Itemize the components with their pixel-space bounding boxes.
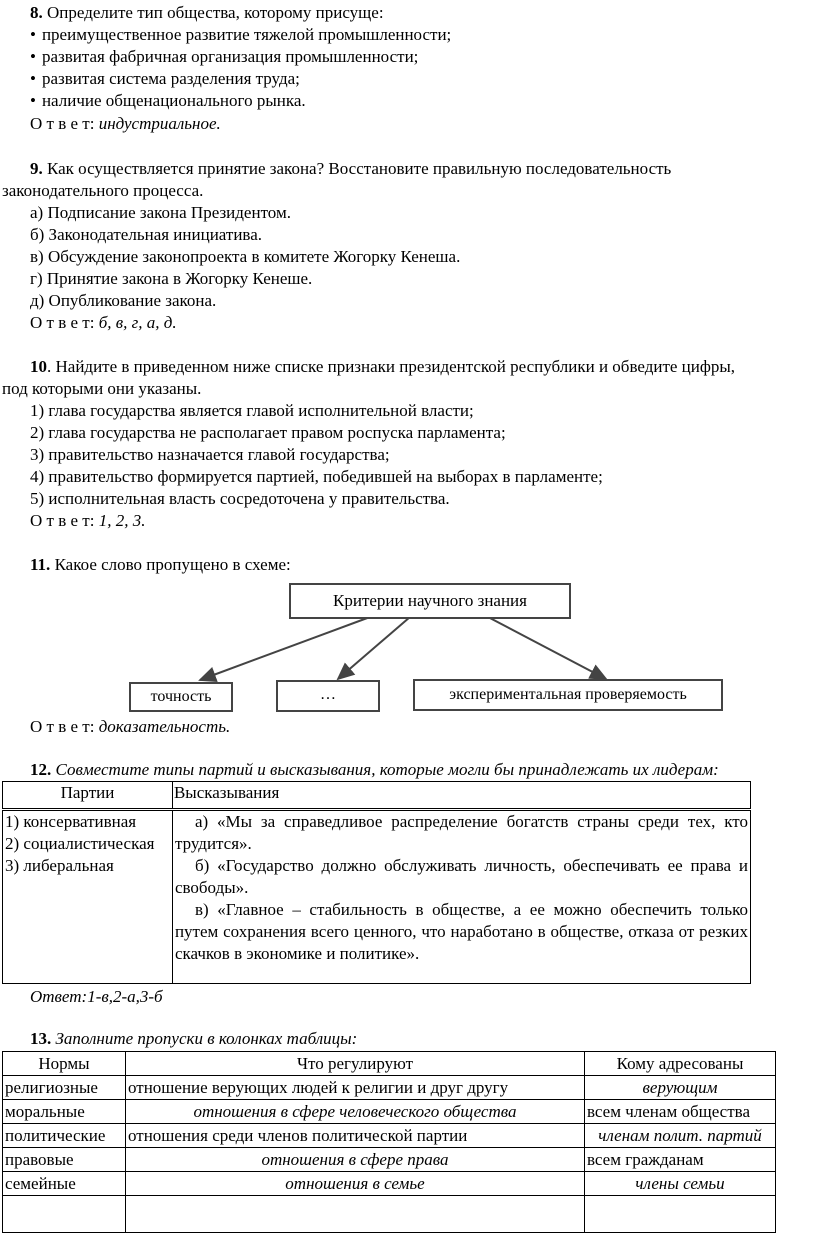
q8-bullet: • наличие общенационального рынка. [30,90,306,112]
q9-question: 9. Как осуществляется принятие закона? Восстановите правильную последовательность [30,159,672,178]
q9-item: а) Подписание закона Президентом. [30,203,291,222]
header-parties: Партии [3,782,173,810]
arrow-right [488,617,606,679]
norm-cell: религиозные [3,1076,126,1100]
q9-answer: О т в е т: б, в, г, а, д. [30,313,177,332]
table-row [3,1076,776,1100]
addressee-cell: члены семьи [585,1172,776,1196]
diagram-right-box: экспериментальная проверяемость [413,679,723,711]
regulates-cell: отношения в сфере права [126,1148,585,1172]
table-row [3,1148,776,1172]
table-row [3,1124,776,1148]
q11-question: 11. Какое слово пропущено в схеме: [30,555,291,574]
q13-question: 13. Заполните пропуски в колонках таблицы: [30,1029,358,1048]
addressee-cell: верующим [585,1076,776,1100]
norm-cell: моральные [3,1100,126,1124]
parties-cell [3,810,173,984]
addressee-cell: всем гражданам [585,1148,776,1172]
statement-item: в) «Главное – стабильность в обществе, а ее можно обеспечить только путем сохранения всего ценного, что наработано в обществе, отказа от резких скачков в экономике и политике». [174,900,748,963]
q8-bullet: • развитая фабричная организация промышленности; [30,46,418,68]
q11-answer: О т в е т: доказательность. [30,717,231,736]
arrow-left [200,617,370,680]
addressee-cell: членам полит. партий [585,1124,776,1148]
q8-bullet: • преимущественное развитие тяжелой промышленности; [30,24,451,46]
q10-item: 3) правительство назначается главой государства; [30,445,390,464]
statement-item: б) «Государство должно обслуживать личность, обеспечивать ее права и свободы». [174,856,748,897]
party-item: 3) либеральная [5,856,114,875]
statement-item: а) «Мы за справедливое распределение богатств страны среди тех, кто трудится». [174,812,748,853]
q8-question: 8. Определите тип общества, которому присуще: [30,3,384,22]
q9-question-cont: законодательного процесса. [2,181,204,200]
header-addressees: Кому адресованы [585,1052,776,1076]
q10-question-cont: под которыми они указаны. [2,379,202,398]
diagram-left-box: точность [129,682,233,712]
empty-cell [3,1196,126,1233]
q9-item: б) Законодательная инициатива. [30,225,263,244]
regulates-cell: отношения в сфере человеческого общества [126,1100,585,1124]
norm-cell: политические [3,1124,126,1148]
header-norms: Нормы [3,1052,126,1076]
header-regulates: Что регулируют [126,1052,585,1076]
q8-answer: О т в е т: индустриальное. [30,114,221,133]
regulates-cell: отношения в семье [126,1172,585,1196]
q10-item: 1) глава государства является главой исполнительной власти; [30,401,474,420]
diagram-middle-box: … [276,680,380,712]
diagram-top-box: Критерии научного знания [289,583,571,619]
parties-table [2,781,751,984]
norms-table [2,1051,776,1233]
statements-cell [172,810,750,984]
q12-answer: Ответ:1-в,2-а,3-б [30,987,163,1006]
q12-question: 12. Совместите типы партий и высказывания, которые могли бы принадлежать их лидерам: [30,760,719,779]
q10-item: 5) исполнительная власть сосредоточена у правительства. [30,489,450,508]
q10-item: 2) глава государства не располагает правом роспуска парламента; [30,423,506,442]
party-item: 1) консервативная [5,812,137,831]
q10-answer: О т в е т: 1, 2, 3. [30,511,146,530]
regulates-cell: отношения среди членов политической партии [126,1124,585,1148]
norm-cell: правовые [3,1148,126,1172]
addressee-cell: всем членам общества [585,1100,776,1124]
arrow-middle [338,617,410,679]
regulates-cell: отношение верующих людей к религии и друг другу [126,1076,585,1100]
q9-item: в) Обсуждение законопроекта в комитете Жогорку Кенеша. [30,247,461,266]
table-row [3,1172,776,1196]
q10-item: 4) правительство формируется партией, победившей на выборах в парламенте; [30,467,603,486]
party-item: 2) социалистическая [5,834,155,853]
q10-question: 10. Найдите в приведенном ниже списке признаки президентской республики и обведите цифры, [30,357,736,376]
empty-cell [126,1196,585,1233]
empty-cell [585,1196,776,1233]
q8-bullet: • развитая система разделения труда; [30,68,300,90]
norm-cell: семейные [3,1172,126,1196]
q9-item: д) Опубликование закона. [30,291,217,310]
table-row [3,1100,776,1124]
header-statements: Высказывания [172,782,750,810]
q9-item: г) Принятие закона в Жогорку Кенеше. [30,269,313,288]
